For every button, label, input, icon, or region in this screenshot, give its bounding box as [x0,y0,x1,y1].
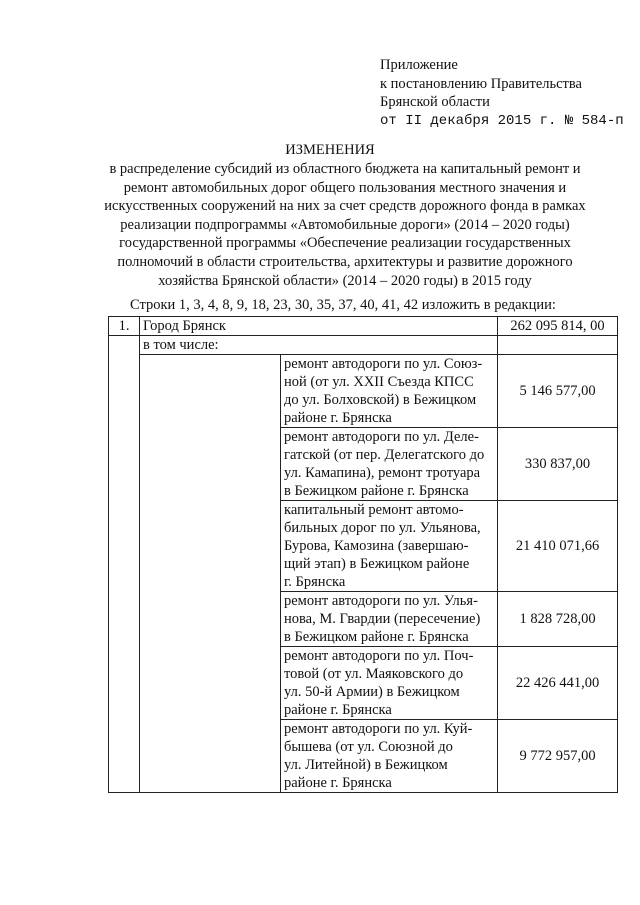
description-line: районе г. Брянска [284,410,392,426]
description-line: ремонт автодороги по ул. Улья- [284,593,478,609]
row-number: 1. [109,317,140,336]
item-description [281,720,498,793]
description-line: г. Брянска [284,574,346,590]
table-row [109,336,618,355]
description-line: нова, М. Гвардии (пересечение) [284,611,481,627]
document-title: ИЗМЕНЕНИЯ [285,142,375,158]
amount-blank [498,336,618,355]
annex-title: Приложение [380,57,458,73]
item-description [281,355,498,428]
description-line: в Бежицком районе г. Брянска [284,629,469,645]
item-description [281,501,498,592]
description-line: капитальный ремонт автомо- [284,502,464,518]
table-row [109,355,618,428]
subtitle-line: государственной программы «Обеспечение реализации государственных [119,235,571,252]
description-line: бышева (от ул. Союзной до [284,739,453,755]
description-line: ремонт автодороги по ул. Поч- [284,648,474,664]
description-line: ной (от ул. XXII Съезда КПСС [284,374,474,390]
subtitle-line: реализации подпрограммы «Автомобильные дороги» (2014 – 2020 годы) [120,216,570,233]
description-line: Бурова, Камозина (завершаю- [284,538,469,554]
description-line: ремонт автодороги по ул. Деле- [284,429,479,445]
item-amount: 22 426 441,00 [498,647,618,720]
subsidy-table [108,316,618,793]
item-amount: 330 837,00 [498,428,618,501]
subtitle-line: в распределение субсидий из областного бюджета на капитальный ремонт и [109,161,581,177]
description-line: районе г. Брянска [284,775,392,791]
description-line: до ул. Болховской) в Бежицком [284,392,477,408]
description-line: щий этап) в Бежицком районе [284,556,470,572]
description-line: товой (от ул. Маяковского до [284,666,464,682]
name-column-blank [140,355,281,793]
description-line: бильных дорог по ул. Ульянова, [284,520,481,536]
annex-date-line: от II декабря 2015 г. № 584-п [380,112,624,129]
item-description [281,428,498,501]
description-line: районе г. Брянска [284,702,392,718]
subtitle-line: искусственных сооружений на них за счет средств дорожного фонда в рамках [104,198,586,215]
including-label: в том числе: [140,336,498,355]
number-column-blank [109,336,140,793]
item-amount: 21 410 071,66 [498,501,618,592]
table-row [109,317,618,336]
description-line: ремонт автодороги по ул. Союз- [284,356,483,372]
annex-block [380,56,624,130]
item-amount: 9 772 957,00 [498,720,618,793]
item-description [281,592,498,647]
item-amount: 1 828 728,00 [498,592,618,647]
description-line: ремонт автодороги по ул. Куй- [284,721,473,737]
description-line: ул. Литейной) в Бежицком [284,757,448,773]
item-amount: 5 146 577,00 [498,355,618,428]
rows-note: Строки 1, 3, 4, 8, 9, 18, 23, 30, 35, 37, 40, 41, 42 изложить в редакции: [130,297,556,313]
item-description [281,647,498,720]
subtitle-line: полномочий в области строительства, архитектуры и развитие дорожного [117,253,573,270]
city-name: Город Брянск [140,317,498,336]
subtitle-line: хозяйства Брянской области» (2014 – 2020 годы) в 2015 году [158,272,532,289]
subtitle-line: ремонт автомобильных дорог общего пользования местного значения и [123,179,567,196]
description-line: ул. 50-й Армии) в Бежицком [284,684,460,700]
description-line: в Бежицком районе г. Брянска [284,483,469,499]
annex-line: к постановлению Правительства [380,75,582,92]
city-total-amount: 262 095 814, 00 [498,317,618,336]
annex-line: Брянской области [380,94,490,110]
document-subtitle [100,160,590,290]
description-line: гатской (от пер. Делегатского до [284,447,485,463]
description-line: ул. Камапина), ремонт тротуара [284,465,481,481]
